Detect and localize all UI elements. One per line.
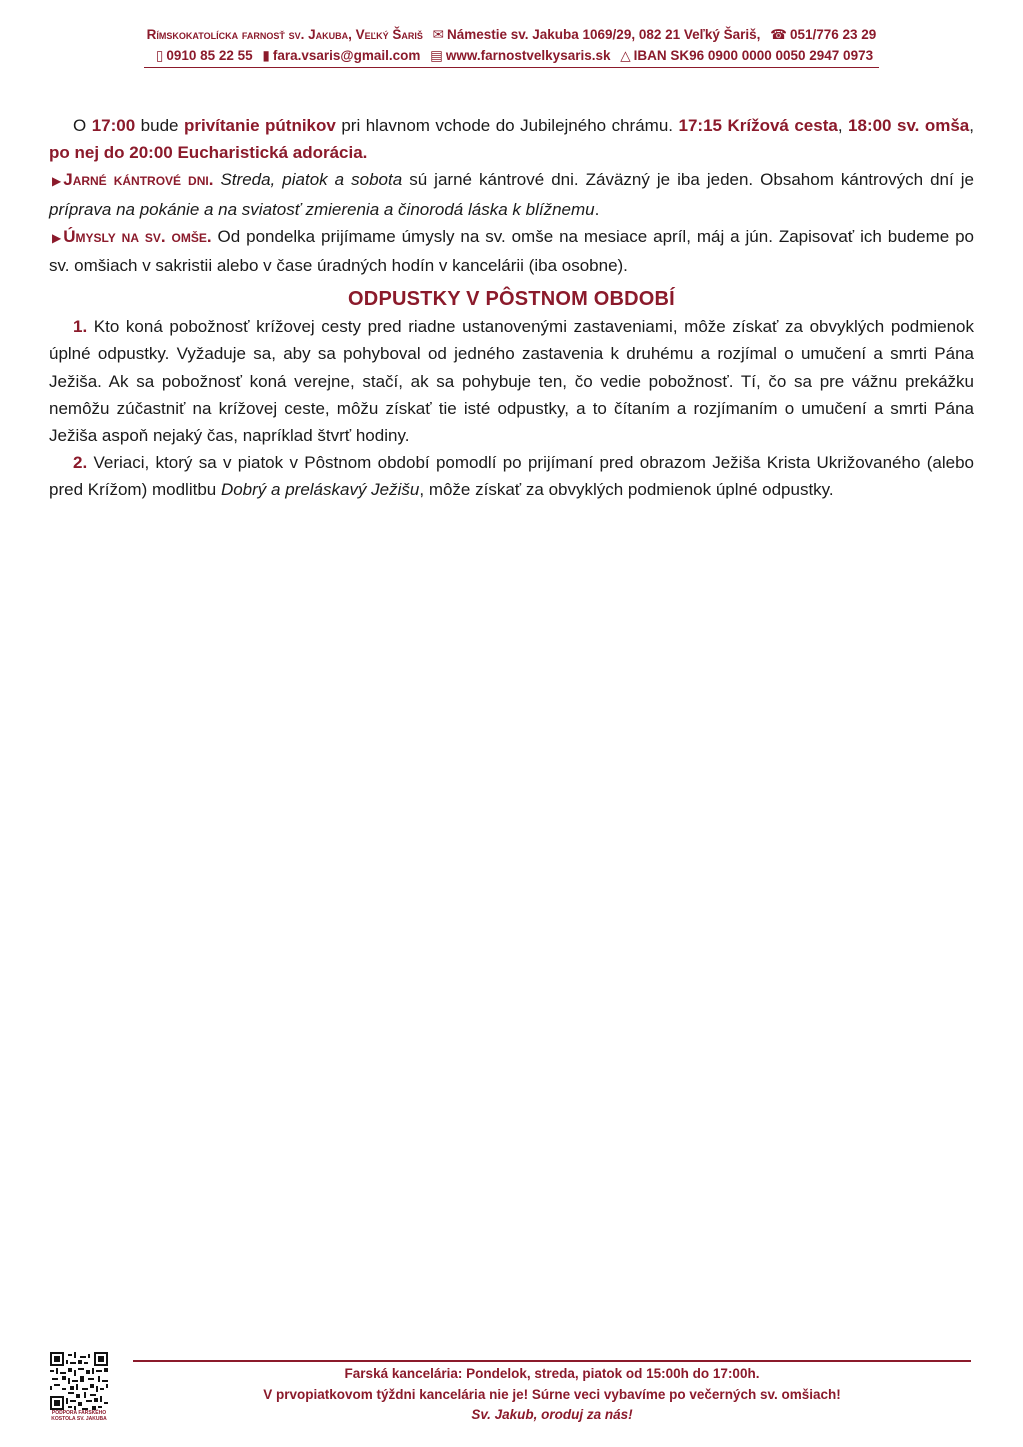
item-text: Veriaci, ktorý sa v piatok v Pôstnom období pomodlí po prijímaní pred obrazom Ježiša Krista Ukrižovaného (alebo pred Krížom) modlitbu <box>49 453 974 500</box>
intro-text: O <box>73 116 92 135</box>
intentions-paragraph <box>49 223 974 279</box>
indulgence-item-2 <box>49 449 974 503</box>
item-number: 1. <box>73 317 88 337</box>
intro-time: 17:00 <box>91 116 136 135</box>
letterhead-line-2 <box>144 45 879 68</box>
section-title: ODPUSTKY V PÔSTNOM OBDOBÍ <box>348 288 675 311</box>
intro-adoration: po nej do 20:00 Eucharistická adorácia. <box>49 143 368 163</box>
mobile-icon: ▯ <box>155 48 164 63</box>
bulletin-content <box>49 112 974 504</box>
intro-text: bude <box>135 116 184 135</box>
parish-email[interactable]: fara.vsaris@gmail.com <box>272 48 421 63</box>
parish-iban: IBAN SK96 0900 0000 0050 2947 0973 <box>633 48 874 63</box>
item-text: , môže získať za obvyklých podmienok úplné odpustky. <box>419 480 834 500</box>
qr-caption-line: PODPORA FARSKÉHO <box>51 1410 107 1416</box>
intro-text: , <box>969 116 974 135</box>
parish-name: Rímskokatolícka farnosť sv. Jakuba, Veľký Šariš <box>146 27 423 42</box>
parish-phone: 051/776 23 29 <box>789 27 877 42</box>
office-note: V prvopiatkovom týždni kancelária nie je! Súrne veci vybavíme po večerných sv. omšiach! <box>263 1386 841 1402</box>
web-icon: ▤ <box>430 48 443 63</box>
ember-days-paragraph <box>49 166 974 222</box>
intentions-text: Od pondelka prijímame úmysly na sv. omše na mesiace apríl, máj a jún. Zapisovať ich budeme po sv. omšiach v sakristii alebo v čase úradných hodín v kancelárii (iba osobne). <box>49 226 975 276</box>
ember-days-text: sú jarné kántrové dni. Záväzný je iba jeden. Obsahom kántrových dní je <box>402 170 974 190</box>
intentions-title: Úmysly na sv. omše. <box>63 226 212 246</box>
letterhead-line-1 <box>40 24 983 45</box>
item-text: Kto koná pobožnosť krížovej cesty pred riadne ustanovenými zastaveniami, môže získať za obvyklých podmienok úplné odpustky. Vyžaduje sa, aby sa pohyboval od jedného zastavenia k druhému a rozjímal o umučení a smrti Pána Ježiša. Ak sa pobožnosť koná verejne, stačí, ak sa pohybuje ten, čo vedie pobožnosť. Tí, čo sa pre vážnu prekážku nemôžu zúčastniť na krížovej ceste, môžu získať tie isté odpustky, a to čítaním a rozjímaním o umučení a smrti Pána Ježiša aspoň nejaký čas, napríklad štvrť hodiny. <box>49 317 974 446</box>
ember-days-content: príprava na pokánie a na sviatosť zmierenia a činorodá láska k blížnemu <box>49 199 595 219</box>
intro-mass: 18:00 sv. omša <box>848 116 970 135</box>
triangle-bullet-icon: ▶ <box>52 174 62 189</box>
prayer-name: Dobrý a preláskavý Ježišu <box>220 480 420 500</box>
parish-web[interactable]: www.farnostvelkysaris.sk <box>445 48 611 63</box>
phone-icon: ☎ <box>770 27 787 42</box>
qr-caption-line: KOSTOLA SV. JAKUBA <box>51 1416 107 1422</box>
letterhead <box>40 24 983 68</box>
closing-prayer: Sv. Jakub, oroduj za nás! <box>471 1407 633 1422</box>
bank-icon: △ <box>620 48 631 63</box>
ember-days-list: Streda, piatok a sobota <box>220 170 403 190</box>
indulgence-item-1 <box>49 313 974 449</box>
email-icon: ▮ <box>262 48 270 63</box>
ember-days-text: . <box>594 199 600 219</box>
triangle-bullet-icon: ▶ <box>52 230 62 245</box>
parish-mobile: 0910 85 22 55 <box>166 48 253 63</box>
qr-code-icon <box>50 1352 108 1410</box>
envelope-icon: ✉ <box>432 27 444 42</box>
intro-text: , <box>837 116 849 135</box>
ember-days-title: Jarné kántrové dni. <box>63 170 214 190</box>
parish-address: Námestie sv. Jakuba 1069/29, 082 21 Veľký Šariš, <box>446 27 761 42</box>
item-number: 2. <box>73 453 88 473</box>
intro-text: pri hlavnom vchode do Jubilejného chrámu. <box>335 116 679 135</box>
office-hours: Farská kancelária: Pondelok, streda, piatok od 15:00h do 17:00h. <box>344 1366 760 1381</box>
intro-welcome: privítanie pútnikov <box>183 116 336 135</box>
footer <box>133 1364 971 1426</box>
intro-stations: 17:15 Krížová cesta <box>678 116 838 135</box>
footer-divider <box>133 1360 971 1362</box>
qr-caption <box>44 1410 114 1422</box>
intro-paragraph <box>49 112 974 166</box>
